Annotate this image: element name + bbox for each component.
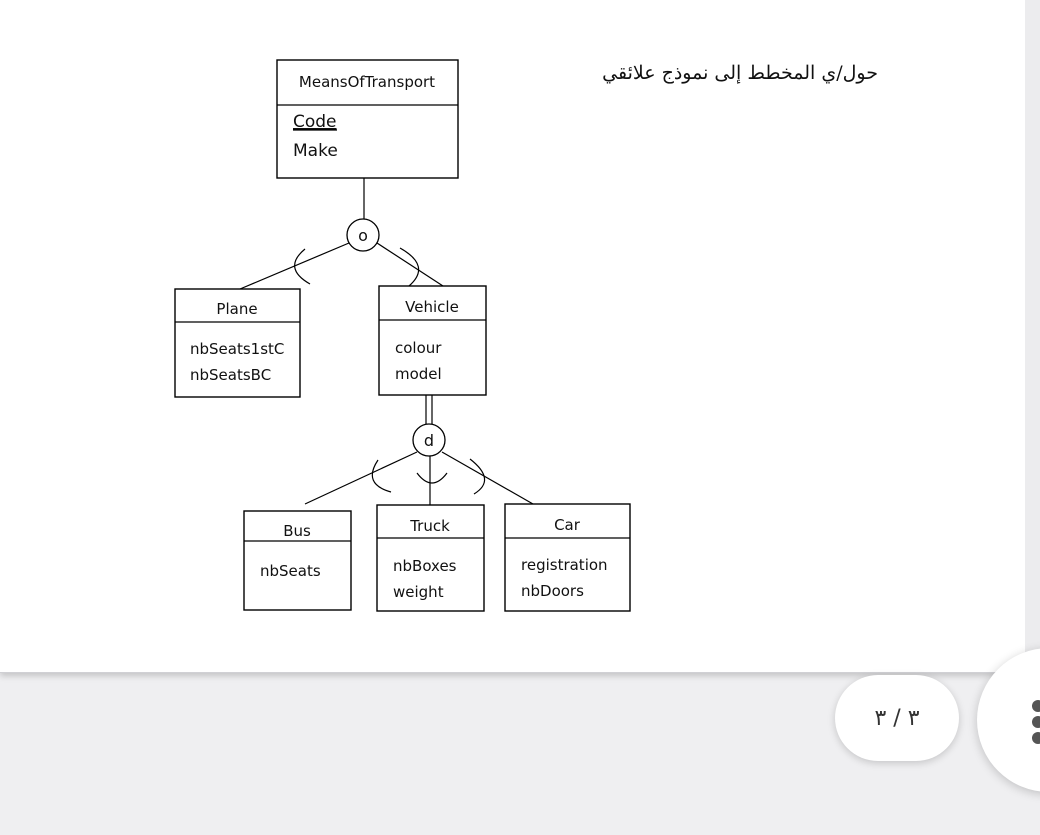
- entity-plane: [175, 289, 300, 397]
- key-attribute-code: Code: [293, 112, 337, 132]
- attribute-nbseatsbc: nbSeatsBC: [190, 366, 272, 384]
- specialization-circle-disjoint: [413, 424, 445, 456]
- attribute-nbdoors: nbDoors: [521, 582, 584, 600]
- assignment-instruction: حول/ي المخطط إلى نموذج علائقي: [602, 62, 878, 84]
- attribute-make: Make: [293, 141, 338, 161]
- entity-name-means-of-transport: MeansOfTransport: [298, 73, 436, 91]
- entity-name-car: Car: [554, 516, 580, 534]
- attribute-nbboxes: nbBoxes: [393, 557, 457, 575]
- attribute-weight: weight: [393, 583, 444, 601]
- entity-name-bus: Bus: [283, 522, 311, 540]
- constraint-label-d: d: [423, 431, 435, 450]
- entity-means-of-transport: [277, 60, 458, 178]
- attribute-registration: registration: [521, 556, 608, 574]
- page-indicator: [835, 675, 959, 761]
- scrollbar-track[interactable]: [1025, 0, 1040, 672]
- entity-name-vehicle: Vehicle: [405, 298, 459, 316]
- attribute-model: model: [395, 365, 442, 383]
- page-indicator-label: ٣ / ٣: [874, 705, 920, 731]
- constraint-label-o: o: [358, 226, 368, 245]
- specialization-circle-overlapping: [347, 219, 379, 251]
- entity-bus: [244, 511, 351, 610]
- attribute-nbseats: nbSeats: [260, 562, 321, 580]
- entity-vehicle: [379, 286, 486, 395]
- entity-car: [505, 504, 630, 611]
- attribute-nbseats1stc: nbSeats1stC: [190, 340, 285, 358]
- entity-name-plane: Plane: [216, 300, 258, 318]
- attribute-colour: colour: [395, 339, 442, 357]
- entity-name-truck: Truck: [410, 517, 450, 535]
- entity-truck: [377, 505, 484, 611]
